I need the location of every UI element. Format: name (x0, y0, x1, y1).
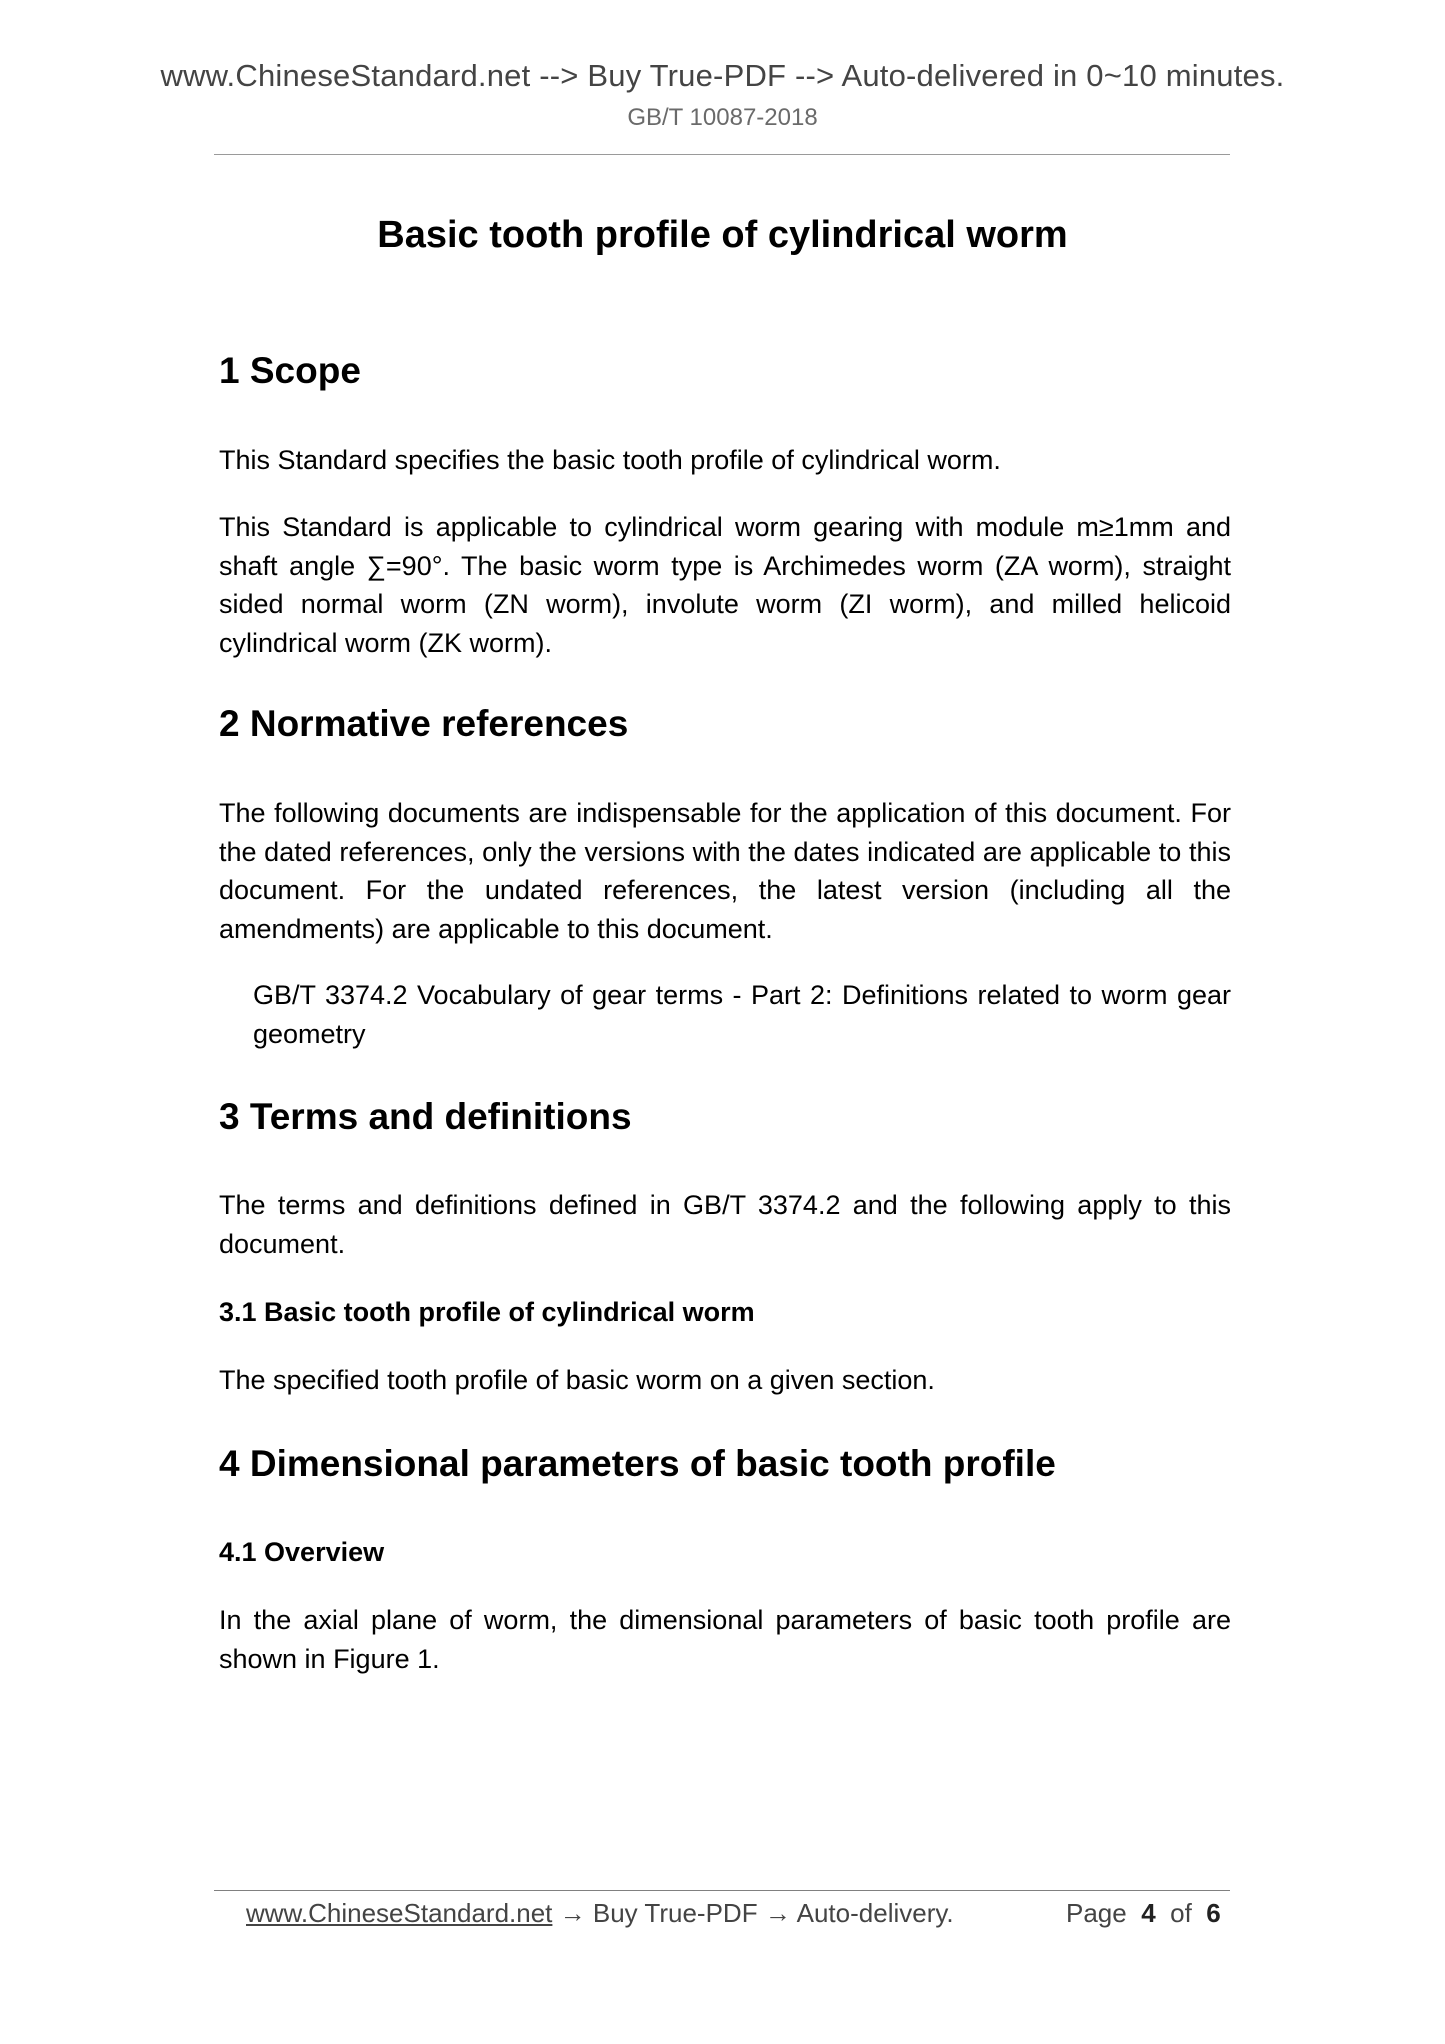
footer-divider (214, 1890, 1230, 1891)
standard-code: GB/T 10087-2018 (627, 104, 818, 131)
arrow-right-icon: → (764, 1898, 791, 1928)
dimensional-subsection-heading: 4.1 Overview (219, 1537, 385, 1567)
page-of-label: of (1170, 1898, 1192, 1928)
section-terms-heading: 3 Terms and definitions (219, 1096, 632, 1137)
scope-paragraph-2: This Standard is applicable to cylindrical worm gearing with module m≥1mm and shaft angle ∑=90°. The basic worm type is Archimedes worm (ZA worm), straight sided normal worm (ZN worm), involute worm (ZI worm), and milled helicoid cylindrical worm (ZK worm). (219, 512, 1231, 658)
section-dimensional-heading: 4 Dimensional parameters of basic tooth profile (219, 1443, 1056, 1484)
document-title: Basic tooth profile of cylindrical worm (377, 214, 1068, 256)
terms-subsection-paragraph: The specified tooth profile of basic worm on a given section. (219, 1365, 935, 1395)
terms-subsection-heading: 3.1 Basic tooth profile of cylindrical worm (219, 1297, 755, 1327)
page-number: 4 (1141, 1898, 1156, 1928)
footer-left (246, 1898, 954, 1929)
normative-paragraph-1: The following documents are indispensable for the application of this document. For the dated references, only the versions with the dates indicated are applicable to this document. For the undated references, the latest version (including all the amendments) are applicable to this document. (219, 798, 1231, 944)
footer-delivery-text: Auto-delivery. (796, 1898, 954, 1928)
normative-reference-item: GB/T 3374.2 Vocabulary of gear terms - Part 2: Definitions related to worm gear geometry (253, 980, 1231, 1049)
section-normative-heading: 2 Normative references (219, 703, 629, 744)
page-label: Page (1066, 1898, 1127, 1928)
footer-site-link[interactable]: www.ChineseStandard.net (246, 1898, 553, 1928)
footer-buy-text: Buy True-PDF (592, 1898, 758, 1928)
dimensional-subsection-paragraph: In the axial plane of worm, the dimensional parameters of basic tooth profile are shown in Figure 1. (219, 1605, 1231, 1674)
header-banner: www.ChineseStandard.net --> Buy True-PDF --> Auto-delivered in 0~10 minutes. (160, 58, 1285, 93)
scope-paragraph-1: This Standard specifies the basic tooth profile of cylindrical worm. (219, 445, 1001, 475)
arrow-right-icon: → (559, 1898, 586, 1928)
header-divider (214, 154, 1230, 155)
page-indicator (1066, 1898, 1221, 1929)
total-pages: 6 (1206, 1898, 1221, 1928)
terms-paragraph-1: The terms and definitions defined in GB/T 3374.2 and the following apply to this document. (219, 1190, 1231, 1259)
section-scope-heading: 1 Scope (219, 350, 361, 391)
